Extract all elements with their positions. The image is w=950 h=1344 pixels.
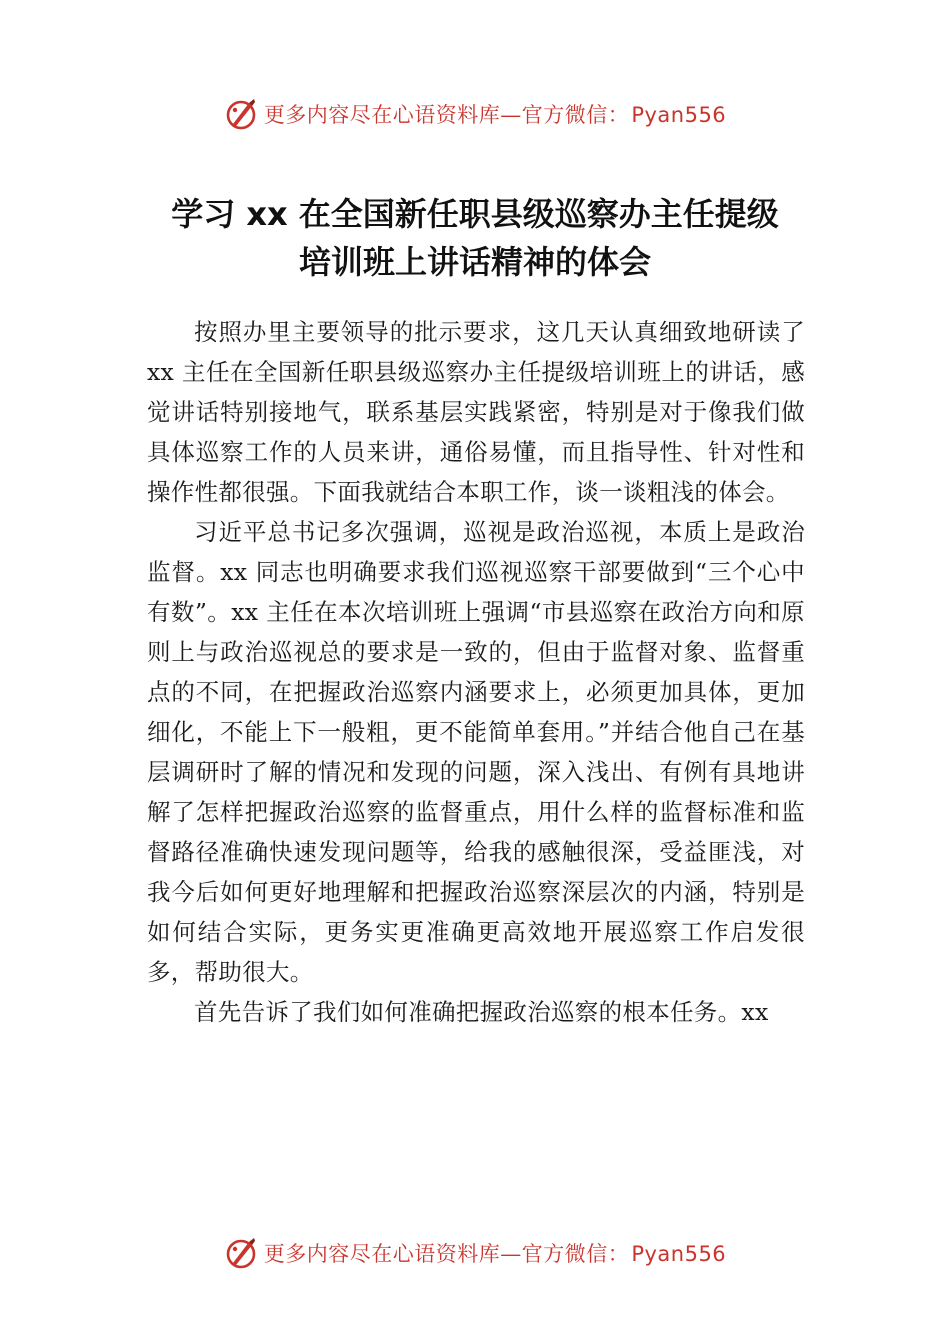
banner-wechat-id: Pyan556 [631,103,727,127]
banner-text [264,99,726,129]
banner-slogan: 更多内容尽在心语资料库—官方微信： [263,103,630,127]
banner-wechat-id: Pyan556 [631,1242,727,1266]
header-banner [0,94,950,134]
banner-slogan: 更多内容尽在心语资料库—官方微信： [263,1242,630,1266]
paragraph-3: 首先告诉了我们如何准确把握政治巡察的根本任务。xx [194,998,769,1026]
title-line-2: 培训班上讲话精神的体会 [298,243,651,281]
footer-banner [0,1233,950,1273]
document-body [147,312,805,1032]
banner-text [264,1238,726,1268]
quill-pen-seal-icon [224,97,258,131]
quill-pen-seal-icon [224,1236,258,1270]
paragraph-1: 按照办里主要领导的批示要求，这几天认真细致地研读了 xx 主任在全国新任职县级巡察办主任提级培训班上的讲话，感觉讲话特别接地气，联系基层实践紧密，特别是对于像我们做具体巡察工作的人员来讲，通俗易懂，而且指导性、针对性和操作性都很强。下面我就结合本职工作，谈一谈粗浅的体会。 [147,318,805,506]
title-line-1: 学习 xx 在全国新任职县级巡察办主任提级 [171,195,779,233]
document-title [120,190,830,286]
paragraph-2: 习近平总书记多次强调，巡视是政治巡视，本质上是政治监督。xx 同志也明确要求我们巡视巡察干部要做到“三个心中有数”。xx 主任在本次培训班上强调“市县巡察在政治方向和原则上与政治巡视总的要求是一致的，但由于监督对象、监督重点的不同，在把握政治巡察内涵要求上，必须更加具体，更加细化，不能上下一般粗，更不能简单套用。”并结合他自己在基层调研时了解的情况和发现的问题，深入浅出、有例有具地讲解了怎样把握政治巡察的监督重点，用什么样的监督标准和监督路径准确快速发现问题等，给我的感触很深，受益匪浅，对我今后如何更好地理解和把握政治巡察深层次的内涵，特别是如何结合实际，更务实更准确更高效地开展巡察工作启发很多，帮助很大。 [147,518,805,986]
